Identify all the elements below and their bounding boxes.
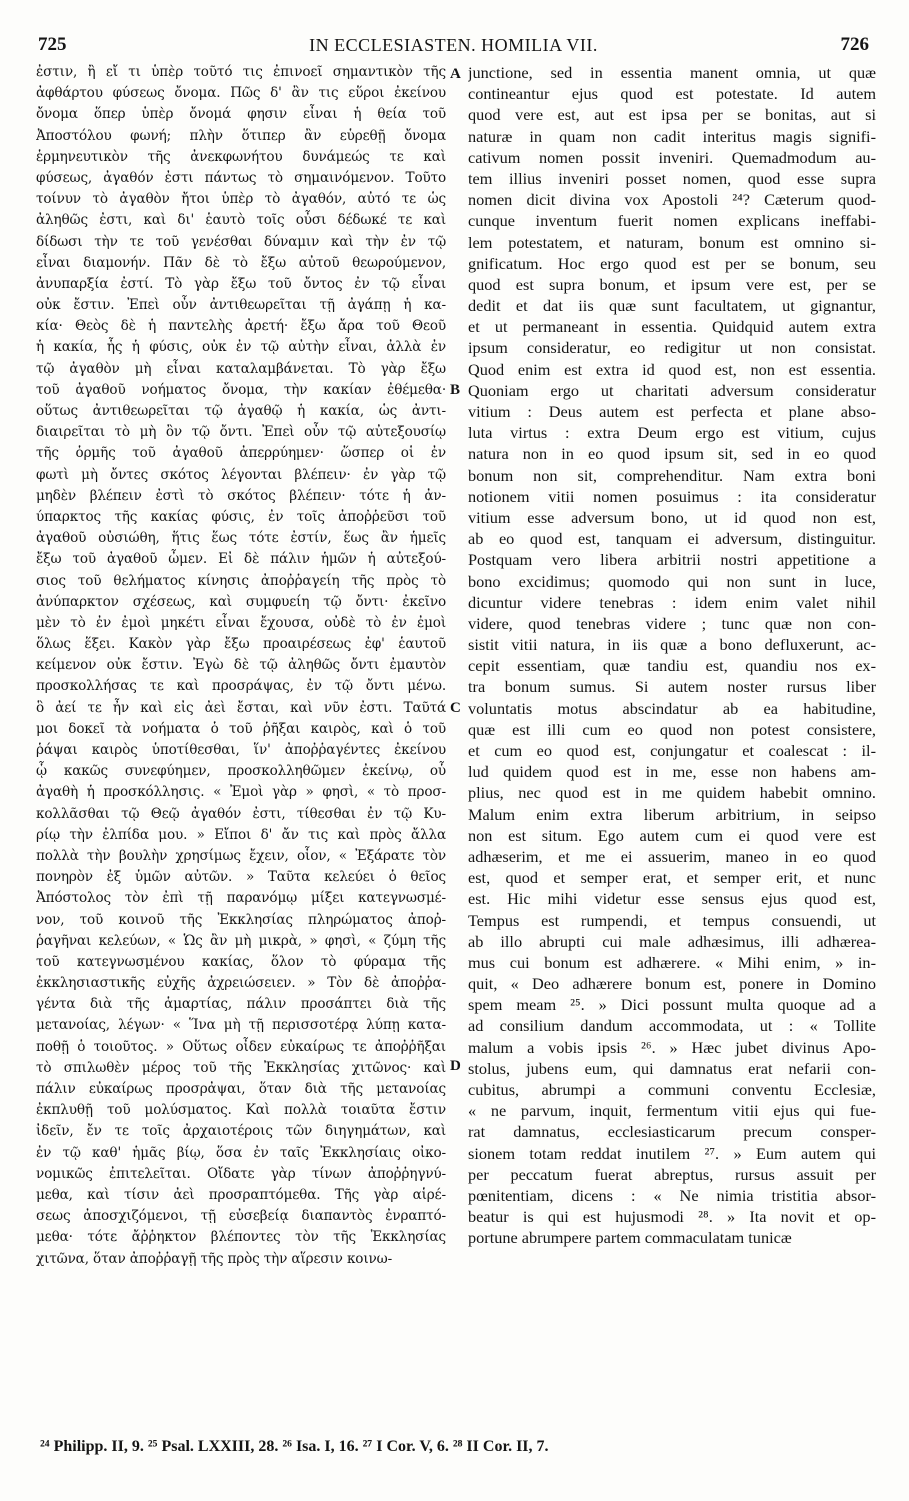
greek-text-line: ύπαρκτος τῆς κακίας φύσις, ἐν τοῖς ἀποῤῥεῦσι τοῦ [36,508,446,525]
right-page-number: 726 [840,34,869,55]
latin-text-line: est, quod et semper erat, et semper erit, et nunc [468,868,876,888]
latin-text-line: voluntatis motus abscindatur ab ea habitudine, [468,698,876,718]
latin-text-line: notionem vitii nomen posuimus : ita consideratur [468,486,876,506]
latin-text-line: Tempus est rumpendi, et tempus consuendi, ut [468,910,876,930]
latin-text-line: mus cui bonum est adhærere. « Mihi enim, » in- [468,952,876,972]
greek-text-line: ἀγαθοῦ οὐσιώθη, ἥτις ἕως τότε ἐστίν, ἕως ἂν ἡμεῖς [36,530,446,547]
section-marker-d: D [450,1058,461,1074]
greek-text-line: ἐκκλησιαστικῆς εὐχῆς ἀχρειώσειεν. » Τὸν δὲ ἀποῤῥα- [36,975,446,992]
greek-text-line: ἀνύπαρκτον σχέσεως, καὶ συμφυείη τῷ ὄντι· ἐκεῖνο [36,593,446,610]
latin-text-line: tem illius inveniri posset nomen, quod esse supra [468,168,876,188]
greek-text-line: δίδωσι τὴν τε τοῦ γενέσθαι δύναμιν καὶ τὴν ἐν τῷ [36,233,446,250]
latin-text-line: nomen dicit divina vox Apostoli ²⁴? Cæterum quod- [468,190,876,210]
latin-text-line: lem potestatem, et naturam, bonum est omnino si- [468,232,876,252]
latin-text-line: « ne parvum, inquit, fermentum vitii ejus qui fue- [468,1101,876,1121]
greek-text-line: εἶναι διαμονήν. Πᾶν δὲ τὸ ἔξω αὐτοῦ θεωρούμενον, [36,254,446,271]
greek-text-line: οὐκ ἔστιν. Ἐπεὶ οὖν ἀντιθεωρεῖται τῇ ἀγάπῃ ἡ κα- [36,297,446,314]
greek-text-line: μεθα, καὶ τίσιν ἀεὶ προσραπτόμεθα. Τῆς γὰρ αἱρέ- [36,1186,446,1203]
latin-text-line: tra bonum sumus. Si autem noster rursus liber [468,677,876,697]
greek-text-line: τὸ σπιλωθὲν μέρος τοῦ τῆς Ἐκκλησίας χιτῶνος· καὶ [36,1059,446,1076]
latin-text-line: plius, nec quod est in me quidem habebit omnino. [468,783,876,803]
greek-text-line: Ἀποστόλου φωνή; πλὴν ὅτιπερ ἂν εὑρεθῇ ὄνομα [36,127,446,144]
latin-text-line: ad consilium dandum accommodata, ut : « Tollite [468,1016,876,1036]
latin-text-line: non est situm. Ego autem cum ei quod vere est [468,825,876,845]
greek-text-line: κολλᾶσθαι τῷ Θεῷ ἀγαθόν ἐστι, τίθεσθαι ἐν τῷ Κυ- [36,805,446,822]
latin-text-line: Quod enim est extra id quod est, non est essentia. [468,359,876,379]
latin-text-line: cepit essentiam, quæ tandiu est, quandiu nos ex- [468,656,876,676]
latin-text-line: vitium : Deus autem est perfecta et plane abso- [468,402,876,421]
greek-text-line: ᾧ κακῶς συνεφύημεν, προσκολληθῶμεν ἐκείνῳ, οὗ [36,763,446,780]
latin-text-line: junctione, sed in essentia manent omnia, ut quæ [468,63,876,82]
greek-text-line: ποθῇ ὁ τοιοῦτος. » Οὕτως οἶδεν εὐκαίρως τε ἀποῤῥῆξαι [36,1038,446,1055]
latin-text-line: videre, quod tenebras videre ; tunc quæ non con- [468,613,876,633]
greek-text-line: πάλιν εὐκαίρως προσρἀψαι, ὅταν διὰ τῆς μετανοίας [36,1081,446,1097]
greek-text-column [36,62,446,1270]
greek-text-line: μετανοίας, λέγων· « Ἵνα μὴ τῇ περισσοτέρᾳ λύπῃ κατα- [36,1017,446,1034]
left-page-number: 725 [38,34,67,55]
latin-text-line: ab eo quod est, tanquam ei adversum, distinguitur. [468,529,876,549]
latin-text-line: quod est supra bonum, et ipsum vere est, per se [468,274,876,294]
greek-text-line: οὕτως ἀντιθεωρεῖται τῷ ἀγαθῷ ἡ κακία, ὡς ἀντι- [36,403,446,419]
latin-text-line: sistit vitii natura, in iis quæ a bono defluxerunt, ac- [468,635,876,655]
latin-text-line: sionem totam reddat inutilem ²⁷. » Eum autem qui [468,1143,876,1163]
latin-text-line: ipsum consideratur, eo redigitur ut non consistat. [468,338,876,358]
greek-text-line: ὄνομα ὅπερ ὑπὲρ ὄνομά φησιν εἶναι ἡ θεία τοῦ [36,106,446,123]
running-title: IN ECCLESIASTEN. HOMILIA VII. [309,35,598,55]
greek-text-line: ὃ ἀεί τε ἦν καὶ εἰς ἀεὶ ἔσται, καὶ νῦν ἐστι. Ταῦτά [36,699,446,716]
latin-text-line: et cum eo quod est, conjungatur et coalescat : il- [468,741,876,760]
latin-text-line: cunque inventum fuerit nomen explicans ineffabi- [468,211,876,231]
latin-text-line: rat damnatus, ecclesiasticarum precum consper- [468,1122,876,1142]
greek-text-line: πονηρὸν ἐξ ὑμῶν αὐτῶν. » Ταῦτα κελεύει ὁ θεῖος [36,869,446,886]
footnotes: ²⁴ Philipp. II, 9. ²⁵ Psal. LXXIII, 28. ²⁶ Isa. I, 16. ²⁷ I Cor. V, 6. ²⁸ II Cor. II, 7. [40,1438,549,1455]
latin-text-line: quit, « Deo adhærere bonum est, ponere in Domino [468,974,876,994]
greek-text-line: φωτὶ μὴ ὄντες σκότος λέγονται βλέπειν· ἐν γὰρ τῷ [36,466,446,483]
latin-text-line: est. Hic mihi videtur esse sensus ejus quod est, [468,889,876,909]
greek-text-line: ἐν τῷ καθ' ἡμᾶς βίῳ, ὅσα ἐν ταῖς Ἐκκλησίαις οἰκο- [36,1144,446,1161]
latin-text-line: Quoniam ergo ut charitati adversum consideratur [468,380,876,400]
greek-text-line: κείμενον οὐκ ἔστιν. Ἐγὼ δὲ τῷ ἀληθῶς ὄντι ἐμαυτὸν [36,657,446,674]
latin-text-line: Malum enim extra liberum arbitrium, in seipso [468,804,876,824]
greek-text-line: ἀνυπαρξία ἐστί. Τὸ γὰρ ἔξω τοῦ ὄντος ἐν τῷ εἶναι [36,275,446,292]
latin-text-line: adhæserim, et me ei assuerim, maneo in eo quod [468,846,876,866]
greek-text-line: Ἀπόστολος τὸν ἐπὶ τῇ παρανόμῳ μίξει κατεγνωσμέ- [36,890,446,907]
section-marker-b: B [450,382,461,398]
greek-text-line: χιτῶνα, ὅταν ἀποῤῥαγῇ τῆς πρὸς τὴν αἵρεσιν κοινω- [36,1250,393,1267]
greek-text-line: τοίνυν τὸ ἀγαθὸν ἤτοι ὑπὲρ τὸ ἀγαθόν, αὐτό τε ὡς [36,191,446,208]
latin-text-column [468,62,876,1249]
greek-text-line: σεως ἀποσχιζόμενοι, τῇ εὐσεβείᾳ διαπαντὸς ἐνραπτό- [36,1208,446,1225]
latin-text-line: stolus, jubens eum, qui damnatus erat nefarii con- [468,1058,876,1078]
latin-text-line: gnificatum. Hoc ergo quod est per se bonum, seu [468,253,876,273]
greek-text-line: προσκολλήσας τε καὶ προσράψας, ἐν τῷ ὄντι μένω. [36,678,446,695]
latin-text-line: lud quidem quod est in me, esse non habens am- [468,762,876,782]
greek-text-line: διαιρεῖται τὸ μὴ ὂν τῷ ὄντι. Ἐπεὶ οὖν τῷ αὐτεξουσίῳ [36,424,446,441]
latin-text-line: contineantur ejus quod est potestate. Id autem [468,84,876,104]
latin-text-line: per peccatum fuerat abreptus, rursus assuit per [468,1164,876,1184]
greek-text-line: μηδὲν βλέπειν ἐστὶ τὸ σκότος βλέπειν· τότε ἡ ἀν- [36,487,446,504]
greek-text-line: μὲν τὸ ἐν ἐμοὶ μηκέτι εἶναι ἔχουσα, οὐδὲ τὸ ἐν ἐμοὶ [36,614,446,631]
greek-text-line: ῥάψαι καιρὸς ὑποτίθεσθαι, ἵν' ἀποῤῥαγέντες ἐκείνου [36,742,446,758]
greek-text-line: ὅλως ἕξει. Κακὸν γὰρ ἔξω προαιρέσεως ἐφ' ἑαυτοῦ [36,636,446,653]
greek-text-line: φύσεως, ἀγαθόν ἐστι πάντως τὸ σημαινόμενον. Τοῦτο [36,169,446,186]
latin-text-line: pœnitentiam, dicens : « Ne nimia tristitia absor- [468,1185,876,1205]
latin-text-line: Postquam vero libera arbitrii nostri appetitione a [468,550,876,570]
latin-text-line: et ut permaneant in essentia. Quidquid autem extra [468,317,876,337]
greek-text-line: ρίῳ τὴν ἐλπίδα μου. » Εἴποι δ' ἄν τις καὶ πρὸς ἄλλα [36,826,446,843]
greek-text-line: κία· Θεὸς δὲ ἡ παντελὴς ἀρετή· ἔξω ἄρα τοῦ Θεοῦ [36,318,446,335]
greek-text-line: ἔξω τοῦ ἀγαθοῦ ὦμεν. Εἰ δὲ πάλιν ἡμῶν ἡ αὐτεξού- [36,551,446,568]
latin-text-line: vitium esse adversum bono, ut id quod non est, [468,507,876,527]
greek-text-line: τῷ ἀγαθὸν μὴ εἶναι καταλαμβάνεται. Τὸ γὰρ ἔξω [36,360,446,377]
greek-text-line: τῆς ὁρμῆς τοῦ ἀγαθοῦ ἀπερρύημεν· ὥσπερ οἱ ἐν [36,445,446,462]
greek-text-line: μοι δοκεῖ τὰ νοήματα ὁ τοῦ ῥῆξαι καιρὸς, καὶ ὁ τοῦ [36,720,446,737]
greek-text-line: ἑρμηνευτικὸν τῆς ἀνεκφωνήτου δυνάμεώς τε καὶ [36,148,446,165]
section-marker-c: C [450,700,461,716]
greek-text-line: ἀγαθὴ ἡ προσκόλλησις. « Ἐμοὶ γὰρ » φησὶ, « τὸ προσ- [36,784,446,801]
latin-text-line: ab illo abrupti cui male adhæsimus, illi adhærea- [468,931,876,951]
greek-text-line: νομικῶς ἐπιτελεῖται. Οἴδατε γὰρ τίνων ἀποῤῥηγνύ- [36,1165,446,1182]
greek-text-line: ῥαγῆναι κελεύων, « Ὡς ἂν μὴ μικρὰ, » φησὶ, « ζύμη τῆς [36,932,446,949]
greek-text-line: νον, τοῦ κοινοῦ τῆς Ἐκκλησίας πληρώματος ἀποῤ- [36,911,446,928]
latin-text-line: beatur is qui est hujusmodi ²⁸. » Ita novit et op- [468,1207,876,1227]
latin-text-line: spem meam ²⁵. » Dici possunt multa quoque ad a [468,995,876,1015]
latin-text-line: natura non in eo quod ipsum sit, sed in eo quod [468,444,876,464]
greek-text-line: πολλὰ τὴν βουλὴν χρησίμως ἔχειν, οἷον, « Ἐξάρατε τὸν [36,847,446,864]
latin-text-line: malum a vobis ipsis ²⁶. » Hæc jubet divinus Apo- [468,1037,876,1057]
section-marker-a: A [450,66,461,82]
greek-text-line: τοῦ ἀγαθοῦ νοήματος ὄνομα, τὴν κακίαν ἐθέμεθα· [36,381,446,398]
latin-text-line: naturæ in quam non cadit interitus magis signifi- [468,126,876,146]
latin-text-line: dicuntur videre tenebras : idem enim valet nihil [468,592,876,612]
latin-text-line: dedit et dat iis quæ sunt facultatem, ut gignantur, [468,296,876,316]
latin-text-line: cubitus, abrumpi a communi conventu Ecclesiæ, [468,1080,876,1099]
greek-text-line: ἐκπλυθῇ τοῦ μολύσματος. Καὶ πολλὰ τοιαῦτα ἔστιν [36,1102,446,1119]
latin-text-line: luta virtus : extra Deum ergo est vitium, cujus [468,423,876,443]
greek-text-line: μεθα· τότε ἄῤῥηκτον βλέποντες τὸν τῆς Ἐκκλησίας [36,1229,446,1246]
latin-text-line: bonum non sit, comprehenditur. Nam extra boni [468,465,876,485]
latin-text-line: portune abrumpere partem commaculatam tunicæ [468,1228,792,1248]
page-header [38,34,869,56]
greek-text-line: τοῦ κατεγνωσμένου κακίας, ὅλον τὸ φύραμα τῆς [36,953,446,970]
greek-text-line: ἀληθῶς ἐστι, καὶ δι' ἑαυτὸ τοῖς οὖσι δέδωκέ τε καὶ [36,212,446,229]
greek-text-line: ἀφθάρτου φύσεως ὄνομα. Πῶς δ' ἂν τις εὕροι ἐκείνου [36,85,446,102]
greek-text-line: ἡ κακία, ἧς ἡ φύσις, οὐκ ἐν τῷ αὐτὴν εἶναι, ἀλλὰ ἐν [36,339,446,356]
greek-text-line: σιος τοῦ θελήματος κίνησις ἀποῤῥαγείη τῆς πρὸς τὸ [36,572,446,589]
greek-text-line: γέντα διὰ τῆς ἁμαρτίας, πάλιν προσάπτει διὰ τῆς [36,996,446,1013]
greek-text-line: ἐστιν, ἢ εἴ τι ὑπὲρ τοῦτό τις ἐπινοεῖ σημαντικὸν τῆς [36,64,446,80]
latin-text-line: quod vere est, aut est ipsa per se bonitas, aut si [468,105,876,125]
greek-text-line: ἰδεῖν, ἔν τε τοῖς ἀρχαιοτέροις τῶν διηγημάτων, καὶ [36,1123,446,1140]
latin-text-line: bono excidimus; quomodo qui non sunt in luce, [468,571,876,591]
latin-text-line: quæ est illi cum eo quod non potest consistere, [468,719,876,739]
latin-text-line: cativum nomen possit inveniri. Quemadmodum au- [468,147,876,167]
